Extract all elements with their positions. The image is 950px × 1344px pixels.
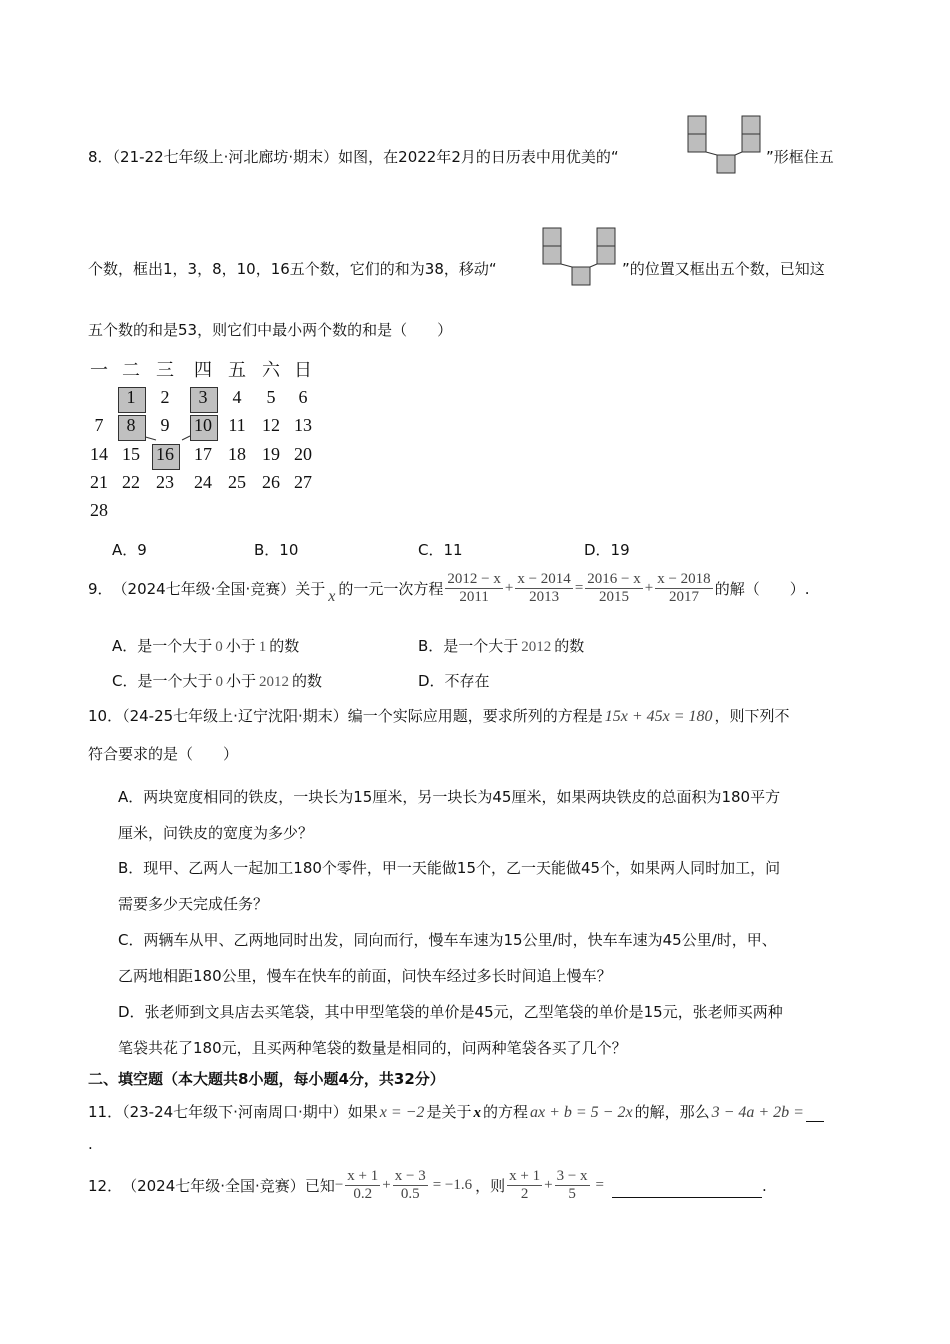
q10-option-b[interactable]: B．现甲、乙两人一起加工180个零件，甲一天能做15个，乙一天能做45个，如果两人同时加工，问 需要多少天完成任务？: [118, 859, 781, 913]
calendar-header: 一: [90, 360, 108, 380]
q12-number: 12．: [88, 1177, 123, 1196]
q11-condition: x = −2: [379, 1104, 425, 1121]
q12-dot: .: [762, 1176, 767, 1195]
q8-line2: [88, 258, 497, 279]
calendar-day: 14: [90, 444, 108, 464]
q8-option-b[interactable]: B．10: [254, 541, 299, 559]
calendar-day: 20: [294, 444, 312, 464]
q12-line: [88, 1168, 767, 1204]
q8-text1: 如图，在2022年2月的日历表中用优美的“: [338, 148, 619, 166]
calendar-header: 六: [262, 360, 280, 380]
calendar-header: 日: [294, 360, 312, 380]
calendar-header: 四: [194, 360, 212, 380]
q11-number: 11．: [88, 1103, 123, 1121]
q12-answer-blank[interactable]: [612, 1173, 762, 1198]
q9-source: （2024七年级·全国·竞赛）: [112, 580, 296, 599]
q10-text3: 符合要求的是（ ）: [88, 745, 239, 763]
q11-answer-blank[interactable]: [806, 1105, 824, 1122]
q10-text2: ，则下列不: [714, 707, 790, 725]
q9-plus: +: [504, 580, 514, 597]
calendar-day: 11: [228, 415, 246, 435]
q11-text3: 的方程: [482, 1103, 528, 1121]
calendar-day: 3: [198, 387, 208, 407]
q11-equation: ax + b = 5 − 2x: [529, 1104, 633, 1121]
calendar-day: 26: [262, 472, 280, 492]
calendar: [84, 356, 324, 526]
q11-text2: 是关于: [426, 1103, 472, 1121]
q8-option-c[interactable]: C．11: [418, 541, 463, 559]
calendar-day: 21: [90, 472, 108, 492]
q10-source: （24-25七年级上·辽宁沈阳·期末）: [122, 707, 348, 725]
calendar-day: 1: [126, 387, 136, 407]
q11-text4: 的解，那么: [634, 1103, 710, 1121]
q9-line: [88, 571, 809, 607]
calendar-day: 8: [126, 415, 136, 435]
q8-option-a[interactable]: A．9: [112, 541, 147, 559]
q12-source: （2024七年级·全国·竞赛）: [122, 1177, 305, 1196]
q12-frac-4: $\frac{3 - x}{5}$: [556, 1168, 588, 1203]
calendar-day: 24: [194, 472, 212, 492]
q11-expression: 3 − 4a + 2b =: [711, 1104, 804, 1121]
calendar-day: 25: [228, 472, 246, 492]
q12-text1: 已知: [304, 1177, 335, 1196]
q12-equals: =: [595, 1177, 605, 1194]
calendar-header: 二: [122, 360, 140, 380]
q10-number: 10．: [88, 707, 123, 725]
q10-option-c[interactable]: C．两辆车从甲、乙两地同时出发，同向而行，慢车车速为15公里/时，快车车速为45公里/时，甲、 乙两地相距180公里，慢车在快车的前面，问快车经过多长时间追上慢车？: [118, 931, 777, 985]
q8-option-d[interactable]: D．19: [584, 541, 630, 559]
q9-number: 9．: [88, 580, 113, 599]
calendar-day: 28: [90, 500, 108, 520]
calendar-day: 7: [94, 415, 104, 435]
calendar-day: 10: [194, 415, 212, 435]
q9-var: x: [328, 587, 336, 605]
calendar-day: 18: [228, 444, 246, 464]
calendar-day: 6: [298, 387, 308, 407]
calendar-day: 16: [156, 444, 174, 464]
q8-text3: 个数，框出1，3，8，10，16五个数，它们的和为38，移动“: [88, 260, 497, 278]
calendar-header: 五: [228, 360, 246, 380]
q10-equation: 15x + 45x = 180: [604, 708, 713, 725]
calendar-day: 4: [232, 387, 242, 407]
q12-plus: +: [544, 1177, 553, 1194]
q8-line1: [88, 146, 619, 167]
q11-source: （23-24七年级下·河南周口·期中）: [122, 1103, 348, 1121]
q10-option-d[interactable]: D．张老师到文具店去买笔袋，其中甲型笔袋的单价是45元，乙型笔袋的单价是15元，张老师买两种 笔袋共花了180元，且买两种笔袋的数量是相同的，问两种笔袋各买了几个？: [118, 1003, 783, 1057]
q9-text1: 关于: [295, 580, 326, 599]
q8-text5: 五个数的和是53，则它们中最小两个数的和是（ ）: [88, 321, 453, 339]
q8-text4: ”的位置又框出五个数，已知这: [622, 260, 825, 278]
q9-frac-3: $\frac{2016 - x}{2015}$: [587, 571, 641, 606]
calendar-day: 9: [160, 415, 170, 435]
q12-frac-3: $\frac{x + 1}{2}$: [509, 1168, 541, 1203]
q9-frac-1: $\frac{2012 - x}{2011}$: [447, 571, 501, 606]
q10-option-a[interactable]: A．两块宽度相同的铁皮，一块长为15厘米，另一块长为45厘米，如果两块铁皮的总面积为180平方 厘米，问铁皮的宽度为多少？: [118, 788, 781, 842]
q8-text2: ”形框住五: [766, 148, 834, 166]
q9-option-b[interactable]: B．是一个大于 2012 的数: [418, 637, 585, 655]
q11-line: [88, 1101, 824, 1122]
q12-frac-2: $\frac{x - 3}{0.5}$: [394, 1168, 426, 1203]
u-frame-icon: [686, 114, 764, 178]
q9-option-c[interactable]: C．是一个大于 0 小于 2012 的数: [112, 672, 323, 690]
q9-text3: 的解（ ）.: [714, 580, 810, 599]
q11-text1: 如果: [347, 1103, 378, 1121]
q11-var: x: [473, 1105, 481, 1121]
calendar-day: 12: [262, 415, 280, 435]
q12-rhs: = −1.6: [432, 1177, 473, 1194]
q8-number: 8．: [88, 148, 113, 166]
u-frame-icon: [541, 226, 619, 290]
q9-text2: 的一元一次方程: [338, 580, 444, 599]
calendar-day: 19: [262, 444, 280, 464]
q9-frac-2: $\frac{x - 2014}{2013}$: [517, 571, 571, 606]
q9-option-d[interactable]: D．不存在: [418, 672, 490, 690]
q12-plus: +: [382, 1177, 391, 1194]
q12-text2: ，则: [475, 1177, 506, 1196]
calendar-day: 22: [122, 472, 140, 492]
q10-line1: [88, 705, 790, 726]
calendar-day: 15: [122, 444, 140, 464]
q9-frac-4: $\frac{x - 2018}{2017}$: [657, 571, 711, 606]
q11-dot: .: [88, 1135, 93, 1153]
calendar-day: 13: [294, 415, 312, 435]
calendar-day: 2: [160, 387, 170, 407]
calendar-day: 27: [294, 472, 312, 492]
calendar-header: 三: [156, 360, 174, 380]
section-title: 二、填空题（本大题共8小题，每小题4分，共32分）: [88, 1070, 445, 1088]
q10-text1: 编一个实际应用题，要求所列的方程是: [347, 707, 603, 725]
q8-source: （21-22七年级上·河北廊坊·期末）: [112, 148, 339, 166]
q9-plus: +: [644, 580, 654, 597]
q12-frac-1: $\frac{x + 1}{0.2}$: [347, 1168, 379, 1203]
calendar-day: 5: [266, 387, 276, 407]
q9-option-a[interactable]: A．是一个大于 0 小于 1 的数: [112, 637, 300, 655]
calendar-day: 17: [194, 444, 212, 464]
calendar-day: 23: [156, 472, 174, 492]
q12-minus: −: [334, 1177, 344, 1194]
q9-equals: =: [574, 580, 584, 597]
